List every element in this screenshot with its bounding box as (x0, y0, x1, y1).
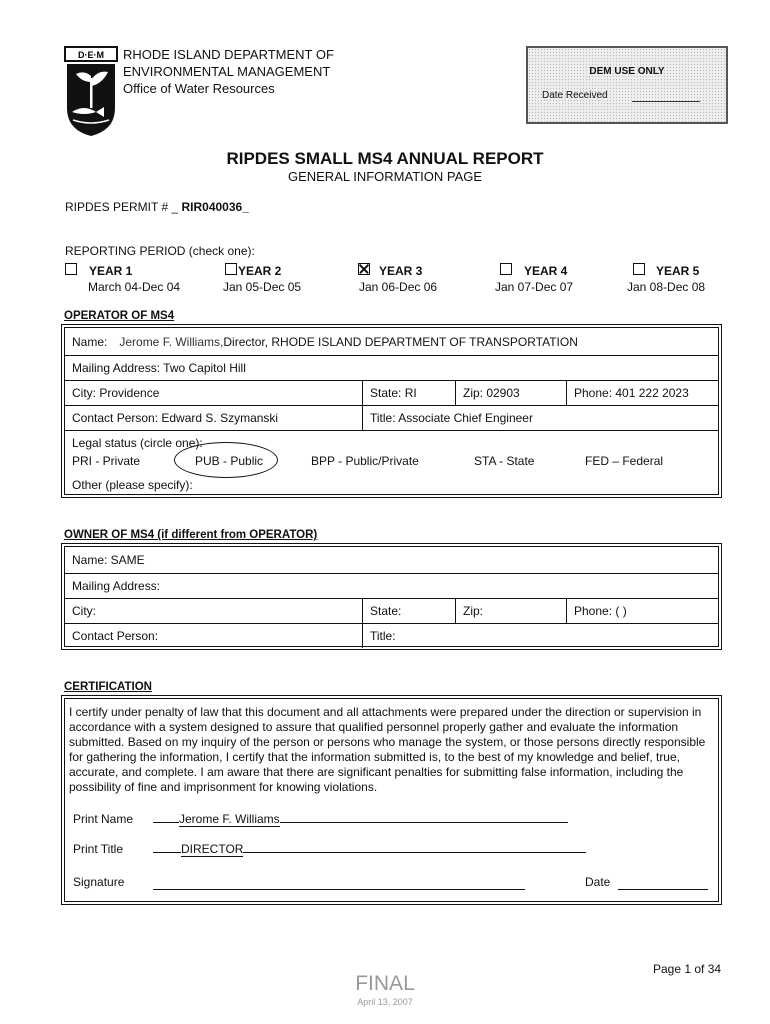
owner-phone-field[interactable]: Phone: ( ) (566, 598, 718, 623)
year-2-label: YEAR 2 (238, 264, 282, 278)
certification-text: I certify under penalty of law that this document and all attachments were prepared under the direction or supervision in accordance with a system designed to assure that qualified personnel properly gather and evaluate the information submitted. Based on my inquiry of the person or persons who manage the system, or those persons directly responsible for gathering the information, I certify that the information submitted is, to the best of my knowledge and belief, true, accurate, and complete. I am aware that there are significant penalties for submitting false information, including the possibility of fine and imprisonment for knowing violations. (69, 705, 706, 794)
operator-legal-status-row (65, 430, 718, 496)
operator-section-title: OPERATOR OF MS4 (64, 310, 175, 322)
certification-section-title: CERTIFICATION (64, 681, 152, 693)
owner-name-row (65, 547, 718, 574)
owner-contact-row (65, 623, 718, 648)
operator-mailing-field[interactable]: Mailing Address: Two Capitol Hill (72, 360, 246, 375)
legal-option-bpp[interactable]: BPP - Public/Private (311, 454, 419, 468)
print-title-field[interactable]: DIRECTOR (181, 842, 244, 856)
legal-option-fed[interactable]: FED – Federal (585, 454, 664, 468)
owner-mailing-field[interactable]: Mailing Address: (72, 578, 161, 593)
legal-option-pri[interactable]: PRI - Private (72, 454, 141, 468)
print-name-label: Print Name (73, 812, 134, 826)
year-1-label: YEAR 1 (89, 264, 133, 278)
legal-status-label: Legal status (circle one): (72, 436, 203, 450)
owner-state-field[interactable]: State: (362, 598, 458, 623)
year-3-checkbox[interactable] (358, 263, 370, 275)
operator-contact-field[interactable]: Contact Person: Edward S. Szymanski (72, 410, 279, 425)
operator-zip-field[interactable]: Zip: 02903 (455, 380, 567, 405)
year-3-label: YEAR 3 (379, 264, 423, 278)
dem-use-only-box (526, 46, 728, 124)
operator-state-field[interactable]: State: RI (362, 380, 458, 405)
year-3-dates: Jan 06-Dec 06 (359, 280, 438, 294)
agency-office: Office of Water Resources (123, 81, 275, 96)
operator-phone-field[interactable]: Phone: 401 222 2023 (566, 380, 718, 405)
date-label: Date (585, 875, 611, 889)
operator-contact-row (65, 405, 718, 431)
operator-mailing-row (65, 355, 718, 381)
operator-table (61, 324, 722, 498)
agency-name-line2: ENVIRONMENTAL MANAGEMENT (123, 64, 331, 79)
report-title: RIPDES SMALL MS4 ANNUAL REPORT (226, 149, 544, 168)
svg-text:D·E·M: D·E·M (78, 50, 104, 60)
signature-field[interactable] (153, 875, 525, 890)
year-5-label: YEAR 5 (656, 264, 700, 278)
year-4-checkbox[interactable] (500, 263, 512, 275)
operator-name-label: Name: (72, 334, 108, 349)
signature-label: Signature (73, 875, 125, 889)
year-2-dates: Jan 05-Dec 05 (223, 280, 302, 294)
dem-use-only-title: DEM USE ONLY (589, 66, 665, 77)
pub-selected-circle (174, 442, 278, 478)
permit-number: RIR040036_ (181, 200, 249, 214)
year-4-label: YEAR 4 (524, 264, 568, 278)
page-number: Page 1 of 34 (653, 962, 722, 976)
owner-section-title: OWNER OF MS4 (if different from OPERATOR) (64, 529, 318, 541)
permit-line (65, 200, 249, 214)
report-subtitle: GENERAL INFORMATION PAGE (287, 169, 483, 184)
permit-label: RIPDES PERMIT # _ (65, 200, 182, 214)
year-5-checkbox[interactable] (633, 263, 645, 275)
operator-city-row (65, 380, 718, 406)
agency-name-line1: RHODE ISLAND DEPARTMENT OF (123, 47, 334, 62)
operator-city-field[interactable]: City: Providence (72, 385, 160, 400)
year-5-dates: Jan 08-Dec 08 (627, 280, 706, 294)
owner-title-field[interactable]: Title: (362, 623, 718, 648)
year-2-checkbox[interactable] (225, 263, 237, 275)
operator-title-field[interactable]: Title: Associate Chief Engineer (362, 405, 718, 430)
date-received-field[interactable] (632, 101, 700, 102)
reporting-period-label: REPORTING PERIOD (check one): (65, 244, 255, 258)
print-title-line[interactable] (153, 842, 586, 857)
date-received-label: Date Received (542, 90, 608, 101)
date-field[interactable] (618, 875, 708, 890)
owner-contact-field[interactable]: Contact Person: (72, 628, 159, 643)
print-name-line[interactable] (153, 812, 568, 827)
owner-table (61, 543, 722, 650)
owner-mailing-row (65, 573, 718, 599)
year-4-dates: Jan 07-Dec 07 (495, 280, 574, 294)
owner-city-field[interactable]: City: (72, 603, 96, 618)
operator-name-rest: Director, RHODE ISLAND DEPARTMENT OF TRANSPORTATION (223, 334, 578, 349)
print-title-label: Print Title (73, 842, 124, 856)
final-stamp: FINAL (355, 972, 415, 995)
year-1-dates: March 04-Dec 04 (88, 280, 181, 294)
year-1-checkbox[interactable] (65, 263, 77, 275)
dem-logo (64, 46, 118, 138)
owner-zip-field[interactable]: Zip: (455, 598, 567, 623)
owner-city-row (65, 598, 718, 624)
legal-other-field[interactable]: Other (please specify): (72, 478, 193, 492)
legal-option-pub[interactable]: PUB - Public (195, 454, 264, 468)
final-stamp-date: April 13, 2007 (357, 997, 413, 1007)
legal-option-sta[interactable]: STA - State (474, 454, 535, 468)
operator-name-row (65, 328, 718, 356)
certification-box (61, 695, 722, 905)
owner-name-field[interactable]: Name: SAME (72, 553, 145, 567)
print-name-field[interactable]: Jerome F. Williams (179, 812, 280, 826)
operator-name-field[interactable]: Jerome F. Williams, (119, 334, 224, 349)
